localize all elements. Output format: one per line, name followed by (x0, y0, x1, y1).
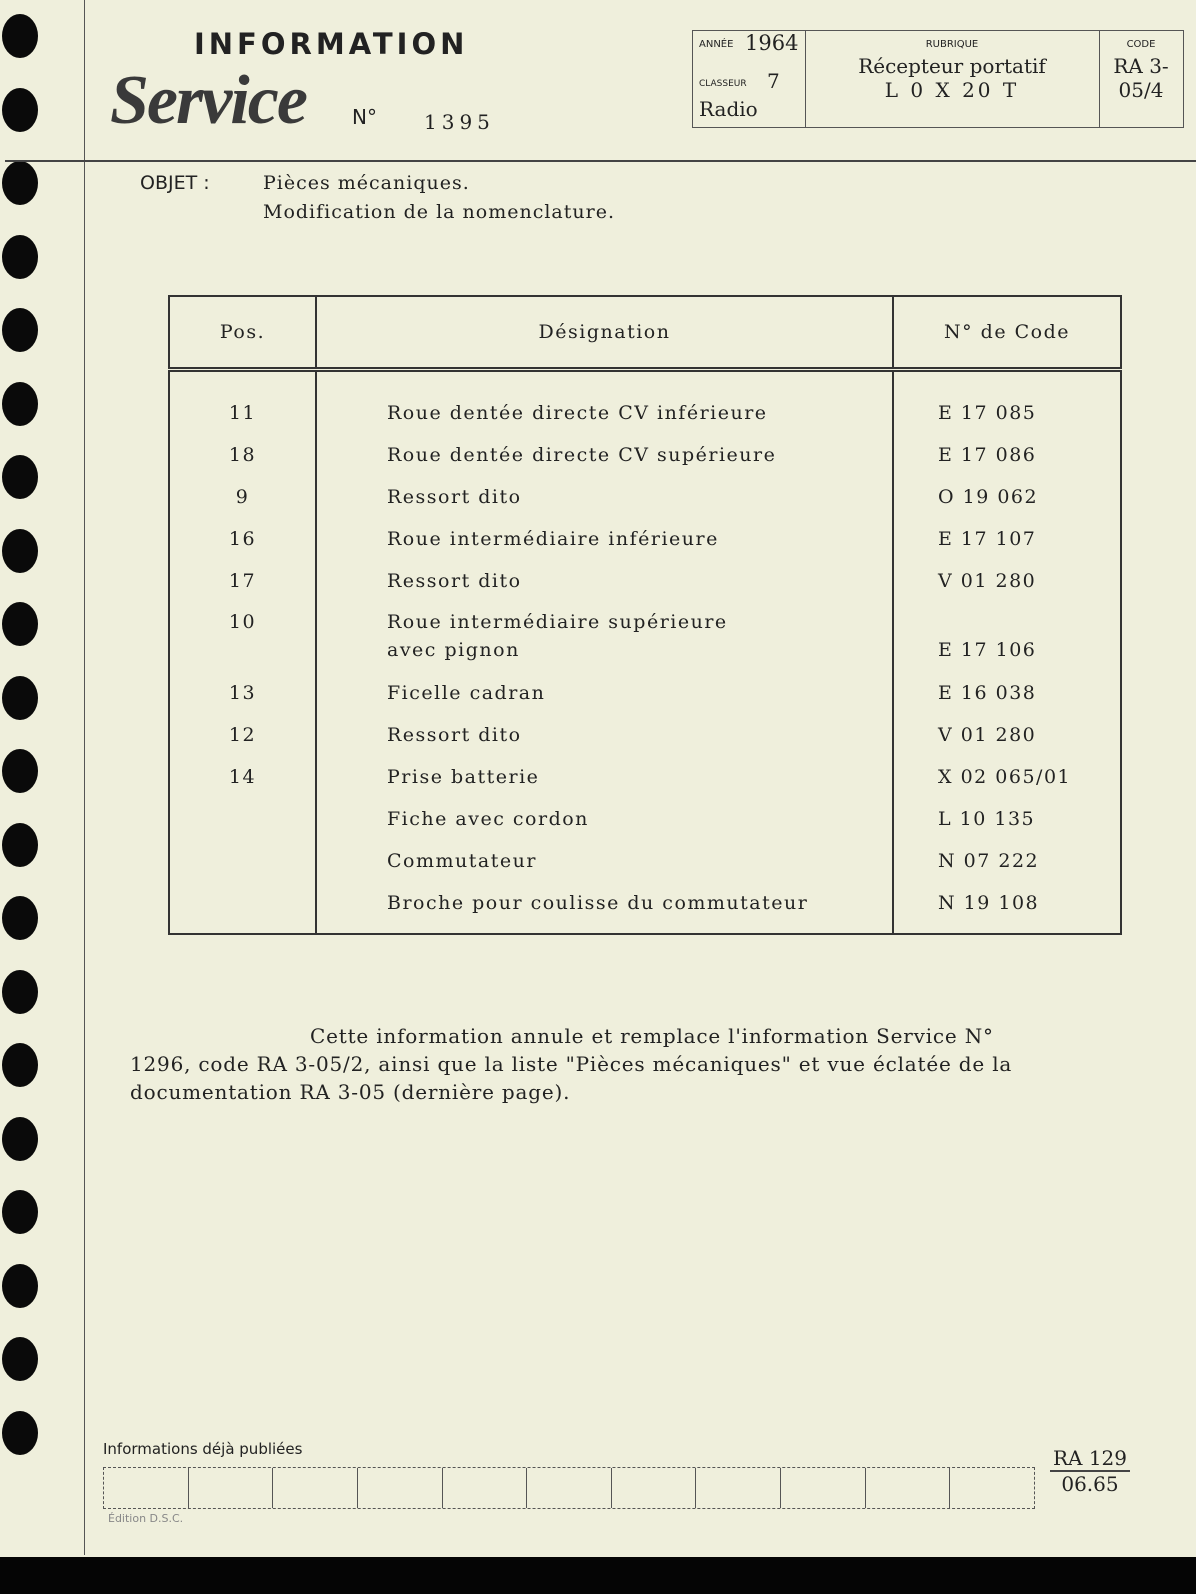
code-value: E 17 106 (938, 639, 1037, 661)
row-code: V 01 280 (938, 724, 1037, 746)
code-line1: RA 3- (1113, 54, 1169, 78)
parts-table (168, 295, 1122, 935)
punch-hole (2, 455, 38, 499)
footer-date: 06.65 (1061, 1472, 1119, 1496)
margin-line (84, 0, 85, 1555)
classeur-value: 7 (767, 69, 780, 93)
punch-hole (2, 1190, 38, 1234)
header-divider (5, 160, 1196, 162)
header-code: N° de Code (893, 296, 1121, 370)
row-designation: Roue intermédiaire inférieure (387, 528, 719, 550)
designation-line2: avec pignon (387, 639, 520, 661)
row-pos: 18 (228, 444, 257, 466)
logo-service: Service (110, 62, 306, 139)
footer-ref (1050, 1446, 1130, 1496)
code-column (893, 370, 1121, 935)
row-code: E 17 085 (938, 402, 1037, 424)
pos-column (169, 370, 316, 935)
note-paragraph: Cette information annule et remplace l'information Service N° 1296, code RA 3-05/2, ainsi que la liste "Pièces mécaniques" et vue éclatée de la documentation RA 3-05 (dernière page). (130, 1024, 1013, 1104)
punch-hole (2, 308, 38, 352)
edition-text: Édition D.S.C. (108, 1512, 184, 1525)
row-code: O 19 062 (938, 486, 1039, 508)
punch-hole (2, 14, 38, 58)
published-boxes (103, 1467, 1035, 1509)
punch-hole (2, 602, 38, 646)
row-pos: 11 (228, 402, 257, 424)
row-designation: Roue dentée directe CV inférieure (387, 402, 768, 424)
row-designation: Broche pour coulisse du commutateur (387, 892, 809, 914)
category: Radio (699, 97, 758, 121)
row-designation (387, 602, 892, 672)
row-designation: Ressort dito (387, 724, 522, 746)
footer-label: Informations déjà publiées (103, 1440, 303, 1458)
punch-hole (2, 1411, 38, 1455)
row-pos (170, 840, 315, 882)
punch-hole (2, 235, 38, 279)
row-designation: Ficelle cadran (387, 682, 546, 704)
code-cell (1099, 31, 1183, 127)
row-code: V 01 280 (938, 570, 1037, 592)
punch-hole (2, 823, 38, 867)
rubrique-line1: Récepteur portatif (858, 54, 1046, 78)
punch-hole (2, 382, 38, 426)
punch-hole (2, 676, 38, 720)
row-designation: Fiche avec cordon (387, 808, 589, 830)
footer-ref-code: RA 129 (1050, 1446, 1130, 1472)
punch-hole (2, 88, 38, 132)
punch-hole (2, 749, 38, 793)
year-cell (693, 31, 806, 127)
header-pos: Pos. (169, 296, 316, 370)
punch-hole (2, 1337, 38, 1381)
punch-hole (2, 1117, 38, 1161)
header-info-box (692, 30, 1184, 128)
annee-label: ANNÉE (699, 39, 734, 50)
row-code: E 17 086 (938, 444, 1037, 466)
code-label: CODE (1126, 39, 1156, 50)
objet-label: OBJET : (140, 172, 210, 194)
row-designation: Ressort dito (387, 486, 522, 508)
row-designation: Ressort dito (387, 570, 522, 592)
row-pos (170, 798, 315, 840)
row-code: N 19 108 (938, 892, 1040, 914)
row-designation: Roue dentée directe CV supérieure (387, 444, 777, 466)
row-pos: 16 (228, 528, 257, 550)
objet-line2: Modification de la nomenclature. (263, 201, 615, 223)
classeur-label: CLASSEUR (699, 79, 747, 89)
logo-information: INFORMATION (194, 27, 469, 61)
row-code: X 02 065/01 (938, 766, 1072, 788)
row-code: E 16 038 (938, 682, 1037, 704)
designation-column (316, 370, 893, 935)
row-designation: Commutateur (387, 850, 537, 872)
punch-hole (2, 161, 38, 205)
row-pos: 10 (228, 611, 257, 633)
punch-hole (2, 529, 38, 573)
row-pos: 14 (228, 766, 257, 788)
rubrique-cell (805, 31, 1100, 127)
designation-line1: Roue intermédiaire supérieure (387, 611, 728, 633)
row-pos: 12 (228, 724, 257, 746)
row-pos (170, 882, 315, 924)
code-line2: 05/4 (1118, 78, 1164, 102)
scan-border (0, 1557, 1196, 1594)
row-code: E 17 107 (938, 528, 1037, 550)
row-pos: 17 (228, 570, 257, 592)
row-pos: 13 (228, 682, 257, 704)
row-code: L 10 135 (938, 808, 1036, 830)
row-code (938, 602, 1120, 672)
objet-line1: Pièces mécaniques. (263, 172, 470, 194)
number-label: N° (352, 105, 377, 129)
punch-hole (2, 1264, 38, 1308)
row-pos: 9 (235, 486, 250, 508)
row-designation: Prise batterie (387, 766, 540, 788)
punch-hole (2, 1043, 38, 1087)
header-designation: Désignation (316, 296, 893, 370)
rubrique-line2: L 0 X 20 T (884, 78, 1020, 102)
punch-hole (2, 970, 38, 1014)
rubrique-label: RUBRIQUE (925, 39, 979, 50)
row-code: N 07 222 (938, 850, 1040, 872)
punch-hole (2, 896, 38, 940)
bulletin-number: 1395 (424, 110, 495, 134)
annee-value: 1964 (745, 31, 799, 55)
